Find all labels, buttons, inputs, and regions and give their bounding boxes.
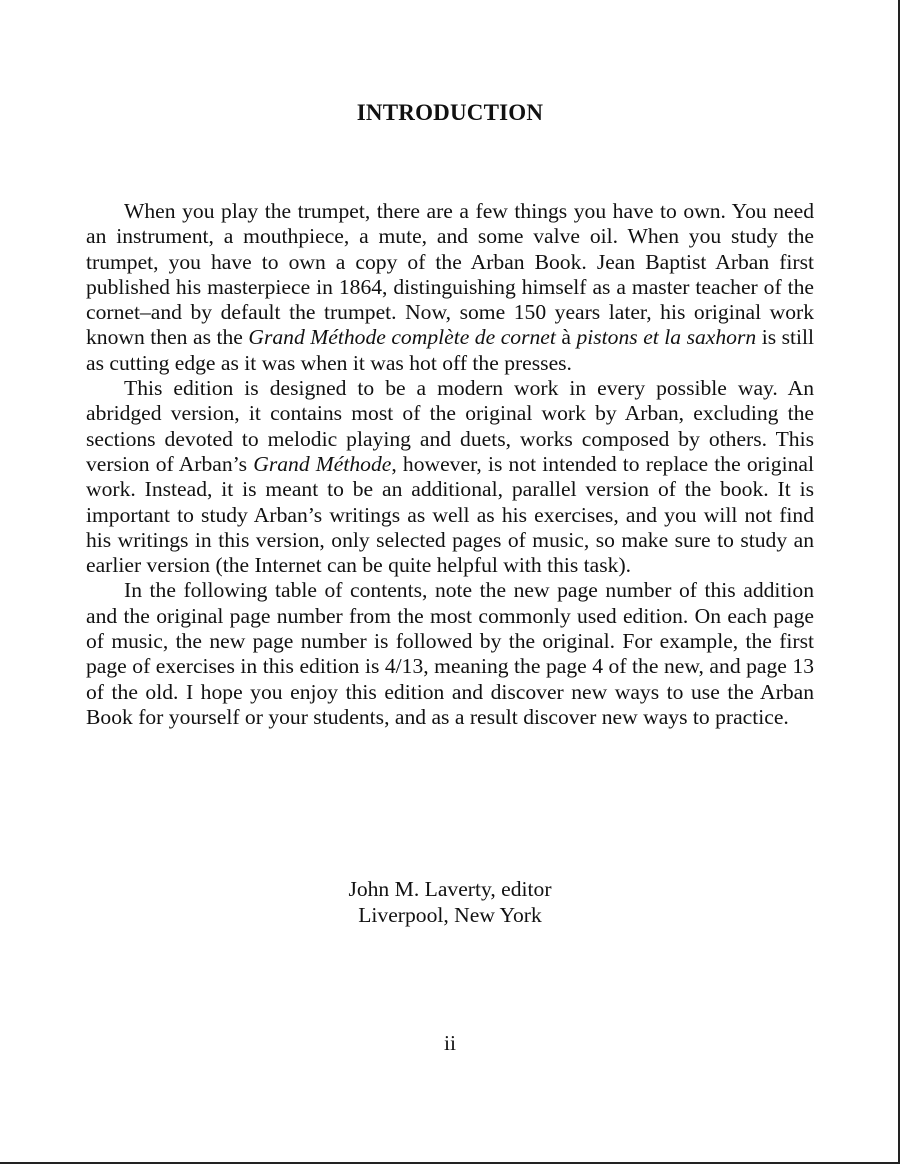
paragraph-1 <box>86 199 814 376</box>
signature-block <box>0 877 900 928</box>
page-number: ii <box>444 1031 456 1055</box>
paragraph-1-italic-title-b: pistons et la saxhorn <box>576 325 757 350</box>
introduction-body <box>86 199 814 730</box>
paragraph-1-text-c: is still as cutting edge as it was when it was hot off the presses. <box>86 325 815 375</box>
page-title: INTRODUCTION <box>356 100 544 125</box>
paragraph-2-text-b: , however, is not intended to replace the original work. Instead, it is meant to be an additional, parallel version of the book. It is important to study Arban’s writings as well as his exercises, and you will not find his writings in this version, only selected pages of music, so make sure to study an earlier version (the Internet can be quite helpful with this task). <box>86 451 814 578</box>
editor-name: John M. Laverty, editor <box>348 877 552 901</box>
editor-location: Liverpool, New York <box>358 902 542 927</box>
paragraph-1-text-a: When you play the trumpet, there are a few things you have to own. You need an instrument, a mouthpiece, a mute, and some valve oil. When you study the trumpet, you have to own a copy of the Arban Book. Jean Baptist Arban first published his masterpiece in 1864, distinguishing himself as a master teacher of the cornet–and by default the trumpet. Now, some 150 years later, his original work known then as the <box>86 199 814 350</box>
paragraph-3: In the following table of contents, note the new page number of this addition and the original page number from the most commonly used edition. On each page of music, the new page number is followed by the original. For example, the first page of exercises in this edition is 4/13, meaning the page 4 of the new, and page 13 of the old. I hope you enjoy this edition and discover new ways to use the Arban Book for yourself or your students, and as a result discover new ways to practice. <box>86 578 814 729</box>
paragraph-1-italic-title-a: Grand Méthode complète de cornet <box>248 325 556 350</box>
paragraph-2-text-a: This edition is designed to be a modern work in every possible way. An abridged version, it contains most of the original work by Arban, excluding the sections devoted to melodic playing and duets, works composed by others. This version of Arban’s <box>86 376 814 476</box>
paragraph-2-italic-title: Grand Méthode <box>253 451 392 476</box>
paragraph-2 <box>86 376 814 578</box>
paragraph-1-text-b: à <box>555 325 577 350</box>
